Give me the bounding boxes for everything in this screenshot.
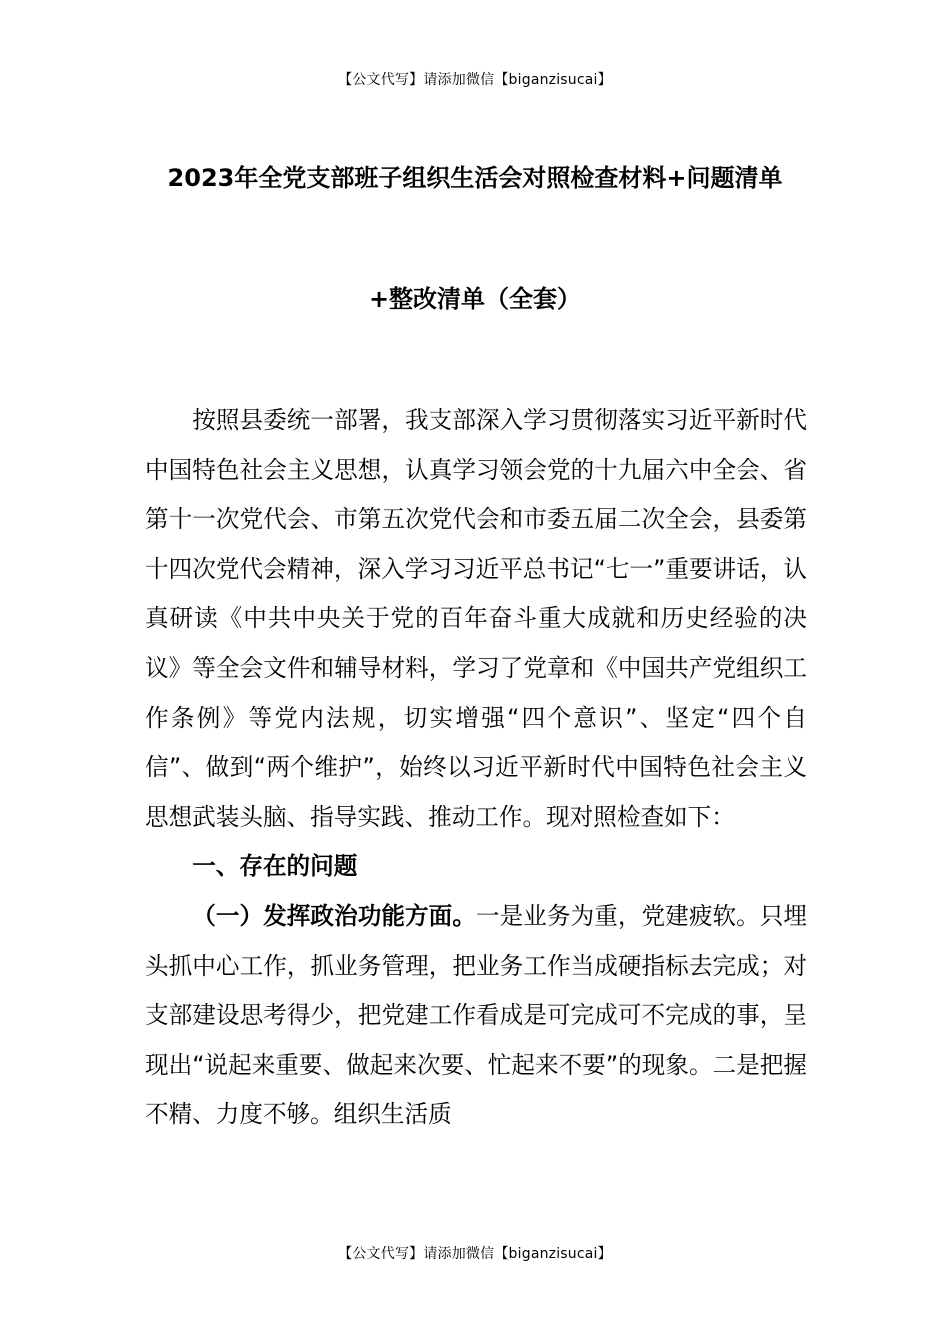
footer-watermark-note: 【公文代写】请添加微信【biganzisucai】: [338, 1246, 612, 1262]
document-title-line-1: 2023年全党支部班子组织生活会对照检查材料+问题清单: [167, 164, 783, 192]
subsection-lead: （一）发挥政治功能方面。: [192, 901, 476, 930]
header-watermark-note: 【公文代写】请添加微信【biganzisucai】: [338, 72, 612, 88]
section-heading-problems: 一、存在的问题: [192, 852, 358, 881]
intro-paragraph: 按照县委统一部署，我支部深入学习贯彻落实习近平新时代中国特色社会主义思想，认真学习领会党的十九届六中全会、省第十一次党代会、市第五次党代会和市委五届二次全会，县委第十四次党代会精神，深入学习习近平总书记“七一”重要讲话，认真研读《中共中央关于党的百年奋斗重大成就和历史经验的决议》等全会文件和辅导材料，学习了党章和《中国共产党组织工作条例》等党内法规，切实增强“四个意识”、坚定“四个自信”、做到“两个维护”，始终以习近平新时代中国特色社会主义思想武装头脑、指导实践、推动工作。现对照检查如下：: [145, 406, 807, 831]
subsection-text: 一是业务为重，党建疲软。只埋头抓中心工作，抓业务管理，把业务工作当成硬指标去完成；对支部建设思考得少，把党建工作看成是可完成可不完成的事，呈现出“说起来重要、做起来次要、忙起来不要”的现象。二是把握不精、力度不够。组织生活质: [145, 901, 808, 1129]
document-title-line-2: +整改清单（全套）: [368, 285, 582, 313]
subsection-political-function: [145, 892, 807, 1140]
document-body: [145, 396, 807, 1140]
